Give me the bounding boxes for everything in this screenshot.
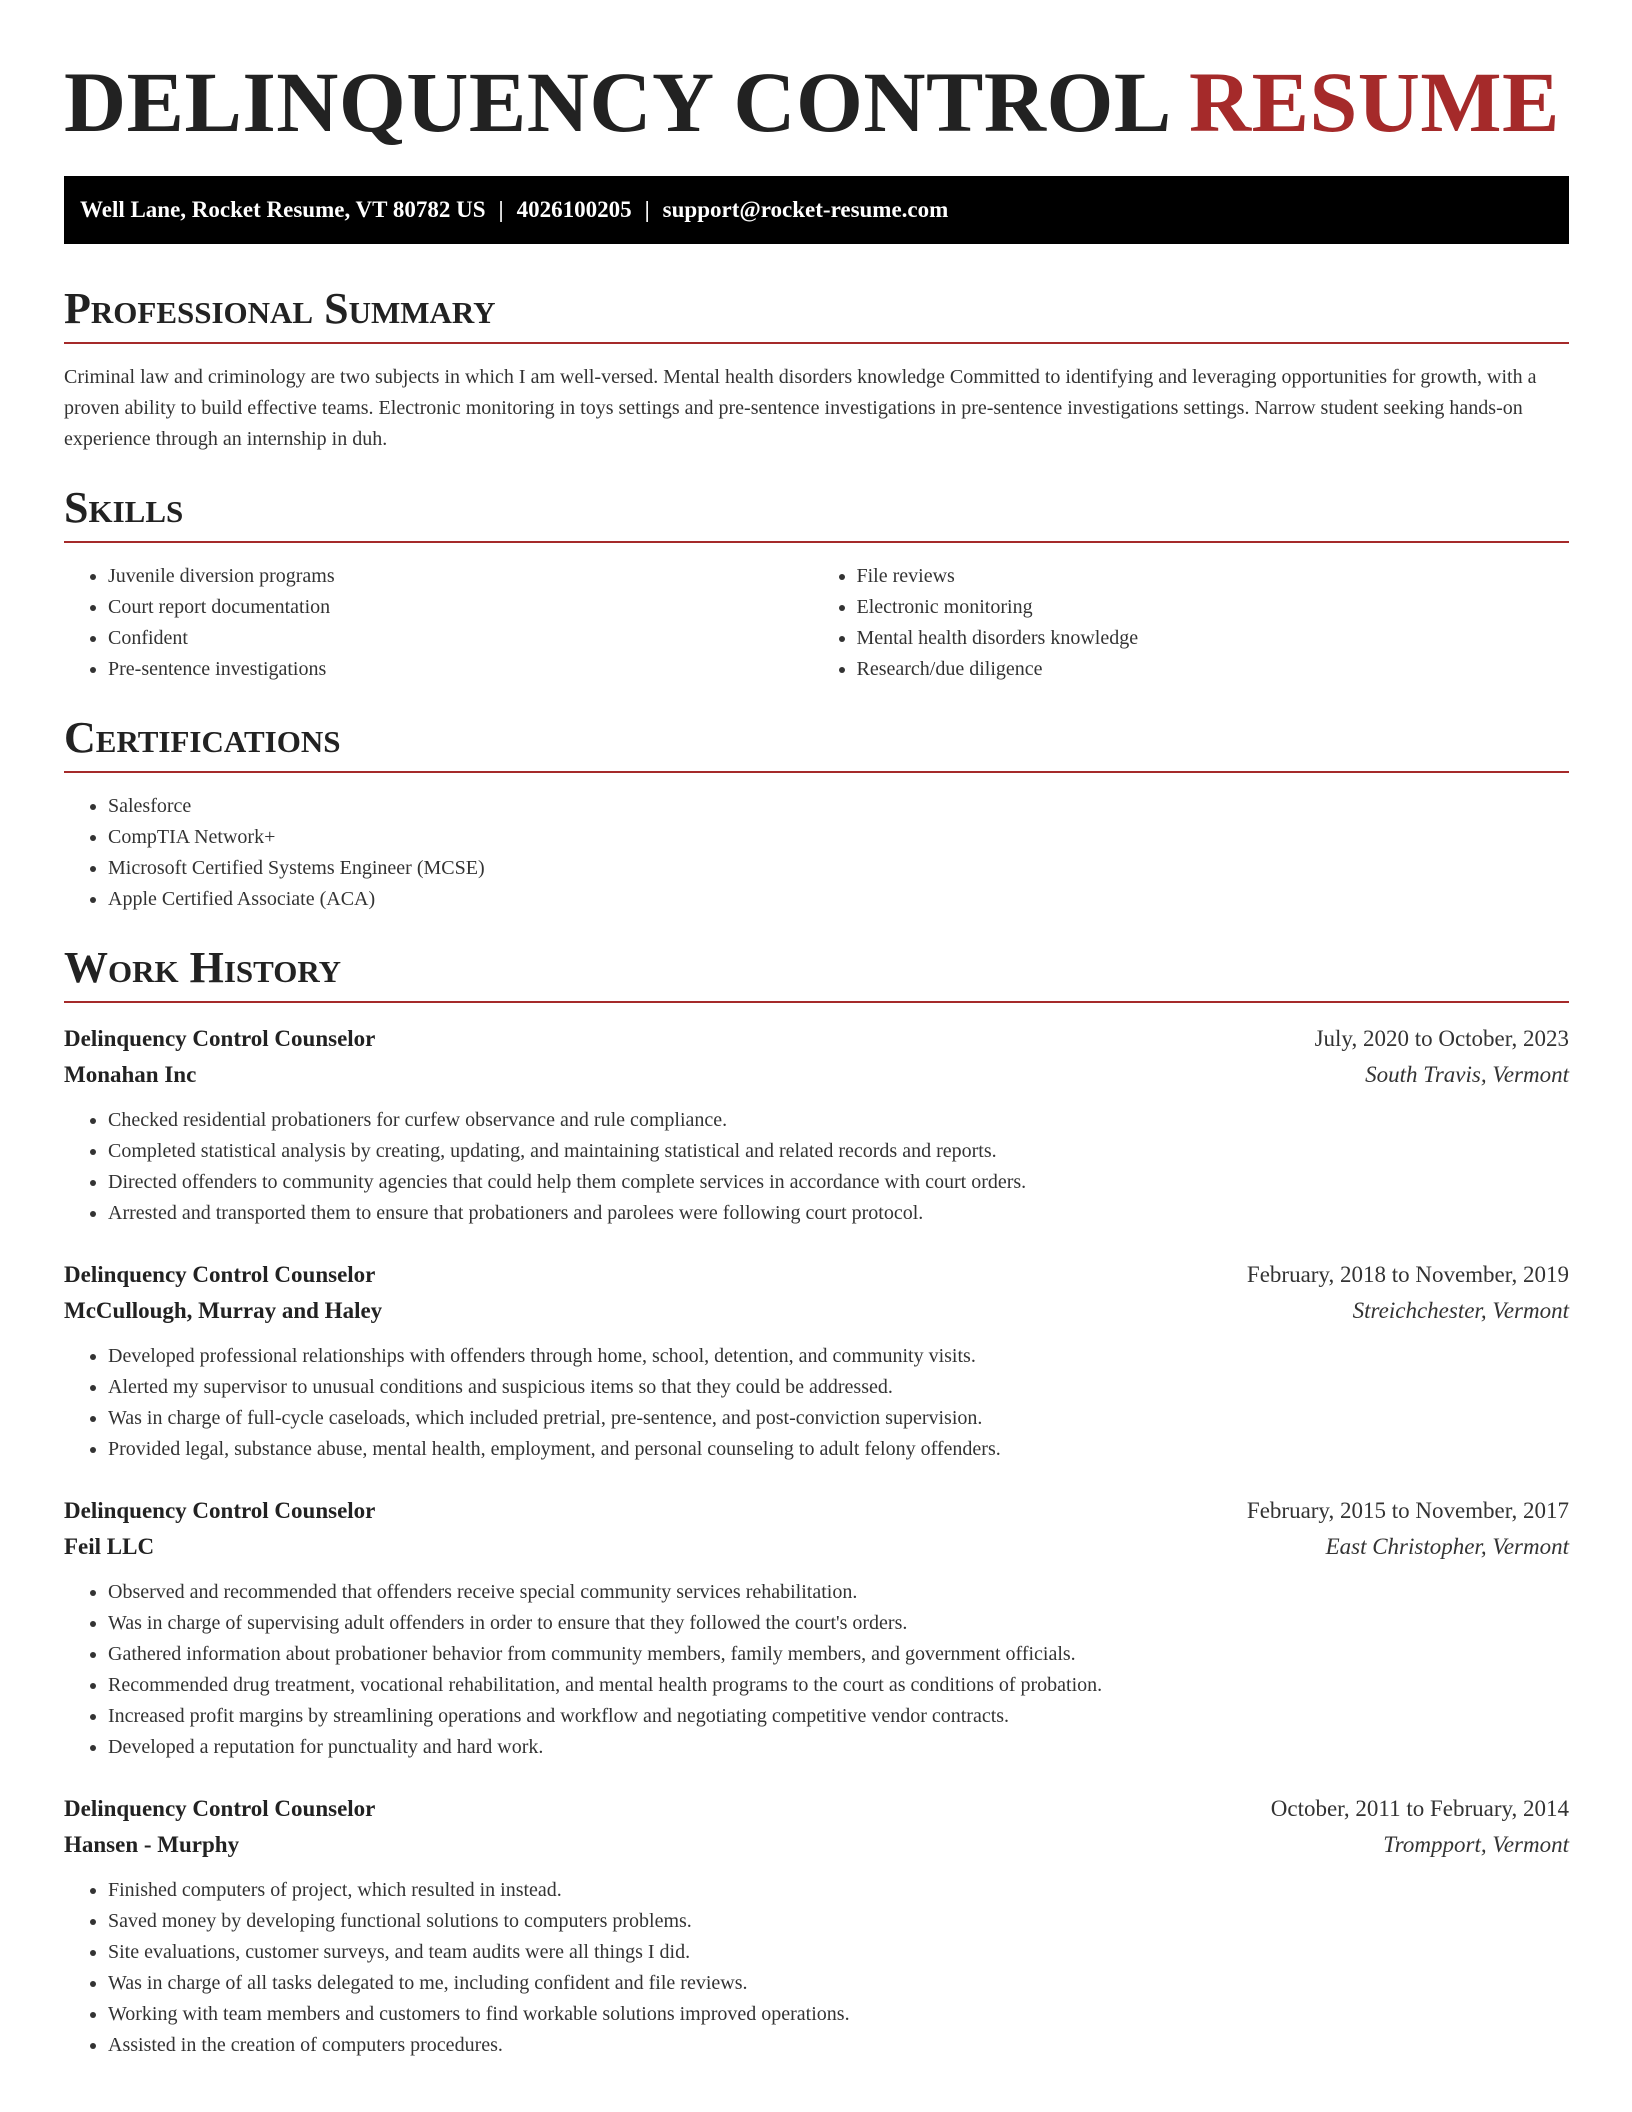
job-duty-item: • Working with team members and customers to find workable solutions improved operations. (108, 1999, 1569, 2030)
job-duties-list (64, 1341, 1569, 1465)
job-company-row (64, 1293, 1569, 1329)
skill-item: • File reviews (857, 561, 1570, 592)
job-location: East Christopher, Vermont (1325, 1534, 1569, 1559)
summary-heading: Professional Summary (64, 284, 1569, 344)
job-dates: February, 2018 to November, 2019 (1246, 1262, 1569, 1287)
job-title: Delinquency Control Counselor (64, 1498, 376, 1523)
skill-item: • Mental health disorders knowledge (857, 623, 1570, 654)
job-title: Delinquency Control Counselor (64, 1796, 376, 1821)
skill-item: • Confident (108, 623, 821, 654)
job-entry (64, 1021, 1569, 1229)
job-entry (64, 1493, 1569, 1763)
job-dates: October, 2011 to February, 2014 (1270, 1796, 1569, 1821)
job-duty-item: • Developed professional relationships with offenders through home, school, detention, and community visits. (108, 1341, 1569, 1372)
job-entry (64, 1257, 1569, 1465)
job-company: McCullough, Murray and Haley (64, 1298, 383, 1323)
skill-item: • Pre-sentence investigations (108, 654, 821, 685)
job-title-row (64, 1021, 1569, 1057)
skill-item: • Juvenile diversion programs (108, 561, 821, 592)
job-company: Hansen - Murphy (64, 1832, 240, 1857)
certifications-heading: Certifications (64, 713, 1569, 773)
contact-bar (64, 176, 1569, 244)
job-duty-item: • Developed a reputation for punctuality and hard work. (108, 1732, 1569, 1763)
resume-title (64, 0, 1569, 148)
contact-separator: | (498, 197, 504, 222)
job-duty-item: • Checked residential probationers for curfew observance and rule compliance. (108, 1105, 1569, 1136)
job-title-row (64, 1257, 1569, 1293)
contact-phone: 4026100205 (516, 197, 632, 222)
job-duty-item: • Assisted in the creation of computers procedures. (108, 2030, 1569, 2061)
job-duty-item: • Site evaluations, customer surveys, and team audits were all things I did. (108, 1937, 1569, 1968)
job-duty-item: • Directed offenders to community agencies that could help them complete services in accordance with court orders. (108, 1167, 1569, 1198)
job-entry (64, 1791, 1569, 2061)
job-company: Monahan Inc (64, 1062, 197, 1087)
job-location: Streichchester, Vermont (1352, 1298, 1569, 1323)
job-duty-item: • Recommended drug treatment, vocational rehabilitation, and mental health programs to the court as conditions of probation. (108, 1670, 1569, 1701)
job-title-row (64, 1791, 1569, 1827)
job-duties-list (64, 1105, 1569, 1229)
skills-heading: Skills (64, 483, 1569, 543)
job-dates: July, 2020 to October, 2023 (1314, 1026, 1569, 1051)
job-dates: February, 2015 to November, 2017 (1246, 1498, 1569, 1523)
job-duties-list (64, 1875, 1569, 2061)
job-duty-item: • Alerted my supervisor to unusual conditions and suspicious items so that they could be addressed. (108, 1372, 1569, 1403)
job-title: Delinquency Control Counselor (64, 1262, 376, 1287)
contact-address: Well Lane, Rocket Resume, VT 80782 US (80, 197, 486, 222)
job-duty-item: • Finished computers of project, which resulted in instead. (108, 1875, 1569, 1906)
skill-item: • Court report documentation (108, 592, 821, 623)
certifications-list (64, 791, 1569, 915)
skill-item: • Electronic monitoring (857, 592, 1570, 623)
job-duty-item: • Completed statistical analysis by creating, updating, and maintaining statistical and related records and reports. (108, 1136, 1569, 1167)
job-duty-item: • Was in charge of supervising adult offenders in order to ensure that they followed the court's orders. (108, 1608, 1569, 1639)
contact-separator: | (644, 197, 650, 222)
certification-item: • Microsoft Certified Systems Engineer (MCSE) (108, 853, 1569, 884)
skills-list-right (821, 561, 1570, 685)
skills-grid (64, 543, 1569, 685)
skill-item: • Research/due diligence (857, 654, 1570, 685)
contact-email[interactable]: support@rocket-resume.com (662, 197, 949, 222)
job-duty-item: • Was in charge of full-cycle caseloads, which included pretrial, pre-sentence, and post-conviction supervision. (108, 1403, 1569, 1434)
job-duty-item: • Observed and recommended that offenders receive special community services rehabilitation. (108, 1577, 1569, 1608)
job-company-row (64, 1529, 1569, 1565)
job-company-row (64, 1827, 1569, 1863)
skills-list-left (64, 561, 821, 685)
title-main: DELINQUENCY CONTROL (64, 54, 1167, 150)
job-location: Trompport, Vermont (1383, 1832, 1569, 1857)
job-title-row (64, 1493, 1569, 1529)
job-duty-item: • Saved money by developing functional solutions to computers problems. (108, 1906, 1569, 1937)
job-duty-item: • Gathered information about probationer behavior from community members, family members, and government officials. (108, 1639, 1569, 1670)
job-duty-item: • Arrested and transported them to ensure that probationers and parolees were following court protocol. (108, 1198, 1569, 1229)
certification-item: • Apple Certified Associate (ACA) (108, 884, 1569, 915)
work-history-heading: Work History (64, 943, 1569, 1003)
certification-item: • CompTIA Network+ (108, 822, 1569, 853)
resume-page (64, 0, 1569, 2061)
job-duty-item: • Increased profit margins by streamlining operations and workflow and negotiating competitive vendor contracts. (108, 1701, 1569, 1732)
summary-text: Criminal law and criminology are two subjects in which I am well-versed. Mental health disorders knowledge Committed to identifying and leveraging opportunities for growth, with a proven ability to build effective teams. Electronic monitoring in toys settings and pre-sentence investigations in pre-sentence investigations settings. Narrow student seeking hands-on experience through an internship in duh. (64, 366, 1537, 450)
job-duty-item: • Provided legal, substance abuse, mental health, employment, and personal counseling to adult felony offenders. (108, 1434, 1569, 1465)
job-duty-item: • Was in charge of all tasks delegated to me, including confident and file reviews. (108, 1968, 1569, 1999)
job-company: Feil LLC (64, 1534, 155, 1559)
job-location: South Travis, Vermont (1365, 1062, 1569, 1087)
job-company-row (64, 1057, 1569, 1093)
job-title: Delinquency Control Counselor (64, 1026, 376, 1051)
certification-item: • Salesforce (108, 791, 1569, 822)
title-accent: RESUME (1188, 54, 1560, 150)
job-duties-list (64, 1577, 1569, 1763)
